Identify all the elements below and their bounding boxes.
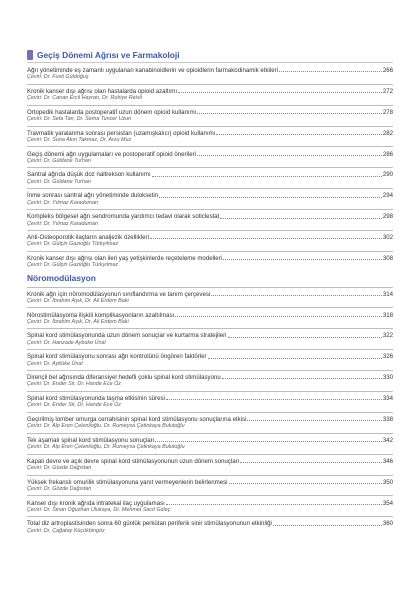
toc-entry[interactable] — [27, 213, 393, 227]
entry-line — [27, 88, 393, 95]
entry-title: Santral ağrıda düşük doz naltrekson kullanımı — [27, 171, 151, 179]
page-number: 266 — [382, 67, 393, 74]
page-number: 294 — [382, 192, 393, 200]
entry-divider — [27, 287, 393, 288]
entry-translator: Çeviri: Dr. Gülçin Gazioğlu Türkyılmaz — [27, 241, 119, 248]
entry-title: Travmatik yaralanma sonrası persistan (uzamışkalıcı) opioid kullanımı — [27, 129, 216, 137]
page-number: 290 — [382, 171, 393, 179]
entry-translator: Çeviri: Dr. Güldane Turhan — [27, 157, 91, 164]
entry-divider — [27, 251, 393, 252]
page-number: 354 — [382, 499, 393, 507]
section-title: Geçiş Dönemi Ağrısı ve Farmakoloji — [37, 50, 180, 60]
dot-leader — [273, 525, 382, 526]
entry-title: Kronik kanser dışı ağrısı olan ileri yaş yetişkinlerde reçeteleme modelleri — [27, 255, 223, 263]
entry-line — [27, 479, 393, 486]
section-title: Nöromodülasyon — [27, 272, 96, 283]
entry-translator: Çeviri: Dr. Suna Akın Takmaz, Dr. Arzu Muz — [27, 136, 132, 143]
entry-translator: Çeviri: Dr. Gülçin Gazioğlu Türkyılmaz — [27, 262, 119, 269]
entry-translator: Çeviri: Dr. Hanzade Aybüke Ünal — [27, 339, 106, 346]
entry-translator: Çeviri: Dr. İbrahim Aşık, Dr. Ali Erdem Baki — [27, 318, 129, 325]
toc-entry[interactable] — [27, 291, 393, 305]
entry-line — [27, 500, 393, 507]
page-number: 338 — [382, 415, 393, 423]
toc-entry[interactable] — [27, 130, 393, 144]
dot-leader — [208, 358, 382, 359]
entry-title: Geçirilmiş lomber omurga cerrahisinin spinal kord stimülasyonu sonuçlarına etkisi — [27, 415, 247, 423]
entry-title: Ağrı yönetiminde eş zamanlı uygulanan kanabinoidlerin ve opioidlerin farmakodinamik etkileri — [27, 67, 278, 74]
entry-title: Yüksek frekanslı omurilik stimülasyonuna yanıt vermeyenlerin belirlenmesi — [27, 478, 228, 486]
toc-entry[interactable] — [27, 520, 393, 534]
toc-entry[interactable] — [27, 234, 393, 248]
page-number: 322 — [382, 332, 393, 340]
page-number: 342 — [382, 436, 393, 444]
toc-entry[interactable] — [27, 437, 393, 451]
dot-leader — [279, 71, 382, 72]
entry-translator: Çeviri: Dr. Ender Sir, Dr. Hande Ece Öz — [27, 402, 121, 409]
toc-entry[interactable] — [27, 109, 393, 123]
entry-translator: Çeviri: Dr. Alp Eren Çelenlioğlu, Dr. Rumeysa Çetinkaya Bulutoğlu — [27, 423, 185, 430]
page-number: 314 — [382, 290, 393, 298]
toc-entry[interactable] — [27, 416, 393, 430]
entry-translator: Çeviri: Dr. Ender Sir, Dr. Hande Ece Öz — [27, 381, 121, 388]
page-number: 334 — [382, 395, 393, 403]
toc-entry[interactable] — [27, 374, 393, 388]
entry-translator: Çeviri: Dr. Sefa Tan, Dr. Sema Tuncer Uzun — [27, 116, 132, 123]
toc-entry[interactable] — [27, 171, 393, 185]
table-of-contents — [27, 50, 393, 537]
dot-leader — [166, 504, 382, 505]
dot-leader — [220, 218, 381, 219]
entry-title: Nörostimülasyonla ilişkili komplikasyonların azaltılması — [27, 311, 175, 319]
entry-title: Kronik ağrı için nöromodülasyonun sınıflandırma ve tanım çerçevesi — [27, 290, 211, 298]
entry-translator: Çeviri: Dr. Gözde Dağıstan — [27, 485, 92, 492]
entry-line — [27, 332, 393, 339]
entry-title: Ortopedik hastalarda postoperatif uzun dönem opioid kullanımı — [27, 108, 197, 116]
entry-title: Anti-Osteoporotik ilaçların analjezik özellikleri — [27, 234, 149, 242]
dot-leader — [152, 176, 382, 177]
toc-entry[interactable] — [27, 353, 393, 367]
entry-title: İnme sonrası santral ağrı yönetiminde duloksetin — [27, 192, 159, 200]
page-number: 346 — [382, 457, 393, 465]
dot-leader — [240, 462, 381, 463]
entry-divider — [27, 516, 393, 517]
toc-entry[interactable] — [27, 500, 393, 514]
page-number: 350 — [382, 478, 393, 486]
page-number: 298 — [382, 213, 393, 221]
section-entries — [27, 67, 393, 269]
entry-line — [27, 109, 393, 116]
entry-divider — [27, 433, 393, 434]
entry-divider — [27, 126, 393, 127]
entry-translator: Çeviri: Dr. Fusti Güldoğuş — [27, 74, 89, 81]
entry-title: Total diz artroplastisinden sonra 60 günlük perkütan periferik sinir stimülasyonunun etkinliği — [27, 520, 272, 528]
entry-translator: Çeviri: Dr. Aybüke Ünal — [27, 360, 83, 367]
dot-leader — [222, 378, 382, 379]
entry-divider — [27, 454, 393, 455]
toc-entry[interactable] — [27, 479, 393, 493]
entry-divider — [27, 495, 393, 496]
entry-line — [27, 353, 393, 360]
page-number: 272 — [382, 87, 393, 95]
dot-leader — [247, 420, 381, 421]
section-entries — [27, 287, 393, 534]
entry-divider — [27, 188, 393, 189]
entry-line — [27, 416, 393, 423]
entry-divider — [27, 84, 393, 85]
toc-entry[interactable] — [27, 395, 393, 409]
entry-divider — [27, 475, 393, 476]
section-header — [27, 273, 393, 285]
entry-divider — [27, 349, 393, 350]
toc-entry[interactable] — [27, 88, 393, 102]
entry-divider — [27, 167, 393, 168]
entry-title: Tek aşamalı spinal kord stimülasyonu sonuçları — [27, 436, 155, 444]
entry-divider — [27, 412, 393, 413]
dot-leader — [211, 295, 382, 296]
entry-translator: Çeviri: Dr. Yılmaz Karaduman — [27, 199, 98, 206]
dot-leader — [166, 399, 382, 400]
entry-translator: Çeviri: Dr. Canan Ercil Hayran, Dr. Ruhiye Reisli — [27, 95, 142, 102]
entry-title: Spinal kord stimülasyonunda uzun dönem sonuçlar ve kurtarma stratejileri — [27, 332, 227, 340]
dot-leader — [228, 337, 382, 338]
entry-translator: Çeviri: Dr. Güldane Turhan — [27, 178, 91, 185]
entry-title: Kompleks bölgesel ağrı sendromunda yardımcı tedavi olarak soticlestat — [27, 213, 220, 221]
entry-divider — [27, 230, 393, 231]
entry-line — [27, 437, 393, 444]
entry-line — [27, 312, 393, 319]
entry-translator: Çeviri: Dr. Çağatay Küçükbingöz — [27, 527, 105, 534]
entry-translator: Çeviri: Dr. Sinan Oğuzhan Ulukaya, Dr. Mehmet Sacit Güleç — [27, 506, 171, 513]
entry-divider — [27, 370, 393, 371]
page-number: 302 — [382, 234, 393, 242]
toc-entry[interactable] — [27, 192, 393, 206]
toc-entry[interactable] — [27, 151, 393, 165]
entry-title: Spinal kord stimülasyonu sonrası ağrı kontrolünü öngören faktörler — [27, 353, 207, 361]
entry-line — [27, 458, 393, 465]
page-number: 308 — [382, 255, 393, 263]
entry-translator: Çeviri: Dr. Yılmaz Karaduman — [27, 220, 98, 227]
dot-leader — [197, 155, 382, 156]
entry-translator: Çeviri: Dr. Gözde Dağıstan — [27, 465, 92, 472]
entry-line — [27, 171, 393, 178]
page-number: 278 — [382, 108, 393, 116]
entry-title: Kronik kanser dışı ağrısı olan hastalarda opioid azaltımı — [27, 87, 178, 95]
toc-entry[interactable] — [27, 67, 393, 81]
entry-divider — [27, 105, 393, 106]
dot-leader — [223, 259, 382, 260]
dot-leader — [175, 316, 382, 317]
entry-line — [27, 130, 393, 137]
toc-entry[interactable] — [27, 332, 393, 346]
page-number: 326 — [382, 353, 393, 361]
entry-translator: Çeviri: Dr. Alp Eren Çelenlioğlu, Dr. Rumeysa Çetinkaya Bulutoğlu — [27, 444, 185, 451]
entry-line — [27, 213, 393, 220]
toc-entry[interactable] — [27, 312, 393, 326]
entry-divider — [27, 391, 393, 392]
toc-entry[interactable] — [27, 458, 393, 472]
entry-line — [27, 192, 393, 199]
dot-leader — [229, 483, 382, 484]
entry-line — [27, 520, 393, 527]
entry-divider — [27, 146, 393, 147]
entry-title: Spinal kord stimülasyonunda taşma etkisinin süresi — [27, 395, 165, 403]
dot-leader — [178, 92, 382, 93]
entry-line — [27, 234, 393, 241]
entry-line — [27, 67, 393, 74]
dot-leader — [216, 134, 381, 135]
page-number: 360 — [382, 520, 393, 528]
dot-leader — [159, 197, 382, 198]
dot-leader — [155, 441, 381, 442]
entry-line — [27, 291, 393, 298]
section-header — [27, 50, 393, 63]
entry-line — [27, 151, 393, 158]
page-number: 282 — [382, 129, 393, 137]
entry-divider — [27, 209, 393, 210]
page-number: 286 — [382, 150, 393, 158]
page-number: 318 — [382, 311, 393, 319]
page-number: 330 — [382, 374, 393, 382]
entry-divider — [27, 328, 393, 329]
entry-title: Geçiş dönemi ağrı uygulamaları ve postoperatif opioid önerileri — [27, 150, 197, 158]
toc-entry[interactable] — [27, 255, 393, 269]
dot-leader — [197, 113, 381, 114]
entry-title: Dirençli bel ağrısında diferansiyel hedefli çoklu spinal kord stimülasyonu — [27, 374, 221, 382]
section-marker-icon — [27, 50, 33, 60]
entry-line — [27, 255, 393, 262]
entry-translator: Çeviri: Dr. İbrahim Aşık, Dr. Ali Erdem Baki — [27, 297, 129, 304]
entry-title: Kapalı devre ve açık devre spinal kord stimülasyonunun uzun dönem sonuçları — [27, 457, 240, 465]
entry-divider — [27, 307, 393, 308]
entry-title: Kanser dışı kronik ağrıda intratekal ilaç uygulaması — [27, 499, 165, 507]
dot-leader — [150, 238, 382, 239]
